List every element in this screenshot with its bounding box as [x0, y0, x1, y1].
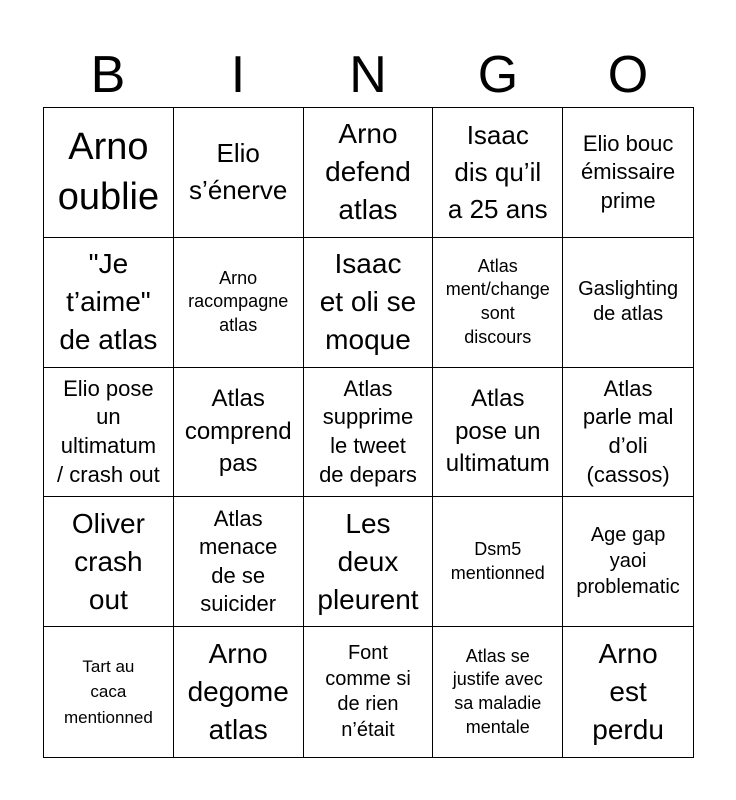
bingo-cell[interactable]: [304, 238, 434, 368]
cell-text: Elio pose un ultimatum / crash out: [57, 375, 160, 487]
cell-text: Arno racompagne atlas: [188, 267, 289, 336]
header-letter-o: O: [607, 46, 649, 104]
cell-text: Age gap yaoi problematic: [576, 524, 680, 598]
cell-text: Gaslighting de atlas: [578, 277, 679, 326]
cell-text: Arno defend atlas: [325, 118, 411, 226]
cell-text: Dsm5 mentionned: [450, 539, 545, 583]
bingo-cell[interactable]: [174, 368, 304, 498]
cell-text: Les deux pleurent: [317, 507, 419, 615]
header-letter-g: G: [477, 46, 519, 104]
cell-text: Atlas ment/change sont discours: [445, 255, 550, 347]
cell-text: Arno degome atlas: [187, 637, 289, 746]
bingo-cell[interactable]: [433, 497, 563, 627]
bingo-cell[interactable]: [174, 627, 304, 757]
header-letter-b: B: [90, 46, 126, 104]
cell-text: Oliver crash out: [71, 507, 145, 615]
cell-text: Atlas se justife avec sa maladie mentale: [452, 645, 543, 737]
bingo-header: [43, 44, 693, 106]
bingo-cell[interactable]: [304, 627, 434, 757]
bingo-cell[interactable]: [433, 108, 563, 238]
bingo-cell[interactable]: [44, 238, 174, 368]
cell-text: Arno est perdu: [592, 637, 664, 746]
bingo-board: [43, 107, 694, 758]
cell-text: Arno oublie: [57, 126, 160, 219]
cell-text: Atlas pose un ultimatum: [445, 385, 550, 478]
bingo-cell[interactable]: [563, 108, 693, 238]
bingo-cell[interactable]: [44, 368, 174, 498]
bingo-cell[interactable]: [563, 627, 693, 757]
bingo-cell[interactable]: [563, 238, 693, 368]
header-letter-i: I: [230, 46, 246, 104]
cell-text: Atlas menace de se suicider: [199, 505, 278, 617]
bingo-cell[interactable]: [174, 497, 304, 627]
bingo-cell[interactable]: [174, 108, 304, 238]
bingo-cell[interactable]: [563, 497, 693, 627]
cell-text: Isaac dis qu’il a 25 ans: [447, 120, 548, 224]
bingo-cell[interactable]: [433, 238, 563, 368]
bingo-cell[interactable]: [44, 497, 174, 627]
bingo-cell[interactable]: [44, 108, 174, 238]
bingo-cell[interactable]: [563, 368, 693, 498]
cell-text: Atlas comprend pas: [184, 385, 292, 478]
bingo-cell[interactable]: [433, 368, 563, 498]
bingo-cell[interactable]: [44, 627, 174, 757]
cell-text: Elio bouc émissaire prime: [581, 130, 676, 213]
bingo-cell[interactable]: [304, 108, 434, 238]
cell-text: Atlas parle mal d’oli (cassos): [582, 375, 674, 487]
bingo-cell[interactable]: [304, 368, 434, 498]
cell-text: Tart au caca mentionned: [63, 656, 153, 727]
cell-text: Isaac et oli se moque: [319, 248, 417, 356]
cell-text: Atlas supprime le tweet de depars: [319, 375, 417, 487]
bingo-cell[interactable]: [174, 238, 304, 368]
cell-text: "Je t’aime" de atlas: [59, 248, 158, 356]
bingo-cell[interactable]: [433, 627, 563, 757]
cell-text: Font comme si de rien n’était: [325, 641, 411, 741]
header-letter-n: N: [349, 46, 387, 104]
cell-text: Elio s’énerve: [189, 138, 288, 206]
bingo-cell[interactable]: [304, 497, 434, 627]
